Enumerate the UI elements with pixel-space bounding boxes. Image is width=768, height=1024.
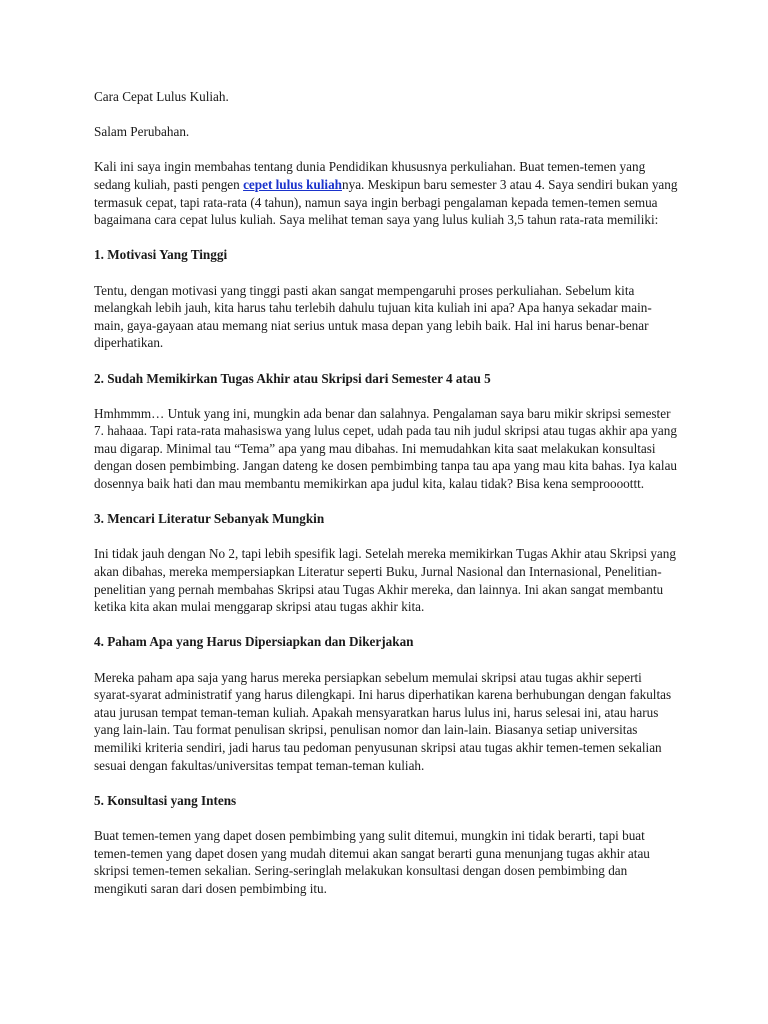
section-body-1: Tentu, dengan motivasi yang tinggi pasti akan sangat mempengaruhi proses perkuliahan. Sebelum kita melangkah lebih jauh, kita harus tahu terlebih dahulu tujuan kita kuliah ini apa? Apa hanya sekadar main-main, gaya-gayaan atau memang niat serius untuk masa depan yang lebih baik. Hal ini harus benar-benar diperhatikan. <box>94 282 652 351</box>
section-body-3: Ini tidak jauh dengan No 2, tapi lebih spesifik lagi. Setelah mereka memikirkan Tugas Akhir atau Skripsi yang akan dibahas, mereka mempersiapkan Literatur seperti Buku, Jurnal Nasional dan Internasional, Penelitian-penelitian yang pernah membahas Skripsi atau Tugas Akhir mereka, dan lainnya. Ini akan sangat membantu ketika kita akan mulai menggarap skripsi atau tugas akhir kita. <box>94 546 676 615</box>
intro-text-end: nya. Meskipun baru semester 3 atau 4. Saya sendiri bukan yang termasuk cepat, tapi rata-rata (4 tahun), namun saya ingin berbagi pengalaman kepada temen-temen semua bagaimana cara cepat lulus kuliah. Saya melihat teman saya yang lulus kuliah 3,5 tahun rata-rata memiliki: <box>94 176 678 228</box>
document-title: Cara Cepat Lulus Kuliah. <box>94 89 229 104</box>
section-heading-2: 2. Sudah Memikirkan Tugas Akhir atau Skripsi dari Semester 4 atau 5 <box>94 370 491 386</box>
cepet-lulus-kuliah-link[interactable]: cepet lulus kuliah <box>243 176 342 192</box>
section-heading-5: 5. Konsultasi yang Intens <box>94 792 237 808</box>
intro-text-start: Kali ini saya ingin membahas tentang dunia Pendidikan khususnya perkuliahan. Buat temen-temen yang sedang kuliah, pasti pengen <box>94 159 646 192</box>
section-body-5: Buat temen-temen yang dapet dosen pembimbing yang sulit ditemui, mungkin ini tidak berarti, tapi buat temen-temen yang dapet dosen yang mudah ditemui akan sangat berarti guna menunjang tugas akhir atau skripsi temen-temen sekalian. Sering-seringlah melakukan konsultasi dengan dosen pembimbing dan mengikuti saran dari dosen pembimbing itu. <box>94 827 650 896</box>
section-heading-4: 4. Paham Apa yang Harus Dipersiapkan dan Dikerjakan <box>94 634 414 650</box>
document-page <box>94 88 680 915</box>
section-heading-1: 1. Motivasi Yang Tinggi <box>94 247 228 263</box>
intro-paragraph <box>94 158 680 228</box>
section-heading-3: 3. Mencari Literatur Sebanyak Mungkin <box>94 511 325 527</box>
section-body-4: Mereka paham apa saja yang harus mereka persiapkan sebelum memulai skripsi atau tugas akhir seperti syarat-syarat administratif yang harus dilengkapi. Ini harus diperhatikan karena berhubungan dengan fakultas atau jurusan tempat teman-teman kuliah. Apakah mensyaratkan harus lulus ini, harus selesai ini, atau harus yang lain-lain. Tau format penulisan skripsi, penulisan nomor dan lain-lain. Biasanya setiap universitas memiliki kriteria sendiri, jadi harus tau pedoman penyusunan skripsi atau tugas akhir temen-temen sekalian sesuai dengan fakultas/universitas tempat teman-teman kuliah. <box>94 669 672 773</box>
section-body-2: Hmhmmm… Untuk yang ini, mungkin ada benar dan salahnya. Pengalaman saya baru mikir skripsi semester 7. hahaaa. Tapi rata-rata mahasiswa yang lulus cepet, udah pada tau nih judul skripsi atau tugas akhir apa yang mau digarap. Minimal tau “Tema” apa yang mau dibahas. Ini memudahkan kita saat melakukan konsultasi dengan dosen pembimbing. Jangan dateng ke dosen pembimbing tanpa tau apa yang mau kita bahas. Iya kalau dosennya baik hati dan mau membantu memikirkan apa judul kita, kalau tidak? Bisa kena semproooottt. <box>94 405 678 492</box>
greeting: Salam Perubahan. <box>94 124 190 140</box>
